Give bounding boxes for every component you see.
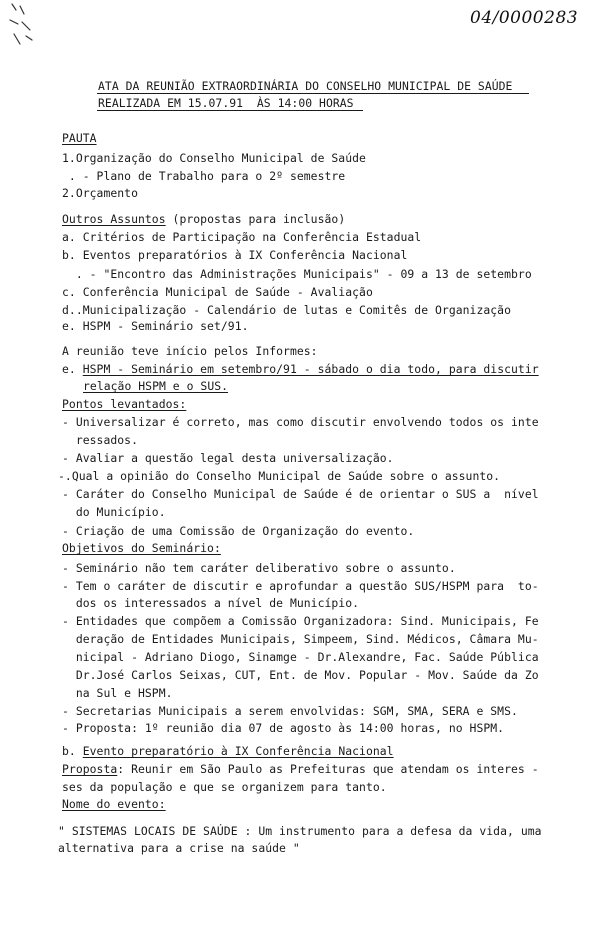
- evento-nome-line-1: " SISTEMAS LOCAIS DE SAÚDE : Um instrumento para a defesa da vida, uma: [58, 824, 542, 838]
- pauta-item-1: 1.Organização do Conselho Municipal de Saúde: [62, 151, 366, 165]
- objetivos-item-4: - Secretarias Municipais a serem envolvidas: SGM, SMA, SERA e SMS.: [62, 704, 518, 718]
- title-underline-1: [97, 93, 529, 94]
- evento-heading: Evento preparatório à IX Conferência Nacional: [82, 744, 394, 758]
- title-line-1: ATA DA REUNIÃO EXTRAORDINÁRIA DO CONSELHO MUNICIPAL DE SAÚDE: [98, 79, 513, 93]
- informes-intro: A reunião teve início pelos Informes:: [62, 344, 318, 358]
- objetivos-item-5: - Proposta: 1º reunião dia 07 de agosto às 14:00 horas, no HSPM.: [62, 721, 505, 735]
- outros-item-b-sub: . - "Encontro das Administrações Municipais" - 09 a 13 de setembro: [62, 267, 532, 281]
- evento-proposta-text: : Reunir em São Paulo as Prefeituras que atendam os interes -: [117, 762, 539, 776]
- pontos-item-4-cont: do Município.: [62, 505, 166, 519]
- document-id-handwritten: 04/0000283: [470, 8, 579, 28]
- title-underline-2: [97, 110, 363, 111]
- pontos-item-1: - Universalizar é correto, mas como discutir envolvendo todos os inte: [62, 415, 539, 429]
- objetivos-item-3: - Entidades que compõem a Comissão Organizadora: Sind. Municipais, Fe: [62, 614, 539, 628]
- objetivos-item-3-cont-1: deração de Entidades Municipais, Simpeem, Sind. Médicos, Câmara Mu-: [62, 632, 539, 646]
- objetivos-item-3-cont-4: na Sul e HSPM.: [62, 686, 173, 700]
- pontos-item-5: - Criação de uma Comissão de Organização do evento.: [62, 524, 415, 538]
- pauta-heading: PAUTA: [62, 131, 97, 145]
- outros-heading-label: Outros Assuntos: [62, 212, 166, 226]
- objetivos-item-1: - Seminário não tem caráter deliberativo sobre o assunto.: [62, 561, 456, 575]
- objetivos-item-2-cont: dos os interessados a nível de Município.: [62, 596, 360, 610]
- informes-e-prefix: e.: [62, 362, 83, 376]
- outros-item-b: b. Eventos preparatórios à IX Conferência Nacional: [62, 248, 408, 262]
- objetivos-item-2: - Tem o caráter de discutir e aprofundar a questão SUS/HSPM para to-: [62, 579, 539, 593]
- pontos-heading: Pontos levantados:: [62, 397, 187, 411]
- informes-e-text: HSPM - Seminário em setembro/91 - sábado o dia todo, para discutir: [82, 362, 539, 376]
- evento-proposta-label: Proposta: [62, 762, 118, 776]
- evento-heading-prefix: b.: [62, 744, 83, 758]
- evento-heading-line: [62, 744, 394, 758]
- evento-proposta-line-1: [62, 762, 539, 776]
- pontos-item-2: - Avaliar a questão legal desta universalização.: [62, 451, 394, 465]
- margin-scribble-mark: [2, 0, 42, 50]
- evento-nome-label: Nome do evento:: [62, 797, 166, 811]
- pontos-item-4: - Caráter do Conselho Municipal de Saúde é de orientar o SUS a nível: [62, 487, 539, 501]
- outros-heading-suffix: (propostas para inclusão): [165, 212, 346, 226]
- outros-item-e: e. HSPM - Seminário set/91.: [62, 319, 249, 333]
- objetivos-item-3-cont-2: nicipal - Adriano Diogo, Sinamge - Dr.Alexandre, Fac. Saúde Pública: [62, 650, 539, 664]
- informes-e-line-2: relação HSPM e o SUS.: [83, 379, 229, 393]
- evento-proposta-line-2: ses da população e que se organizem para tanto.: [62, 780, 387, 794]
- outros-item-a: a. Critérios de Participação na Conferência Estadual: [62, 230, 422, 244]
- pauta-item-2: 2.Orçamento: [62, 186, 138, 200]
- outros-item-c: c. Conferência Municipal de Saúde - Avaliação: [62, 285, 373, 299]
- pontos-item-1-cont: ressados.: [62, 433, 138, 447]
- outros-item-d: d..Municipalização - Calendário de lutas e Comitês de Organização: [62, 303, 512, 317]
- outros-heading: [62, 212, 345, 226]
- evento-nome-line-2: alternativa para a crise na saúde ": [58, 841, 300, 855]
- pauta-item-1a: . - Plano de Trabalho para o 2º semestre: [62, 169, 346, 183]
- title-line-2: REALIZADA EM 15.07.91 ÀS 14:00 HORAS: [98, 96, 354, 110]
- pontos-item-3: -.Qual a opinião do Conselho Municipal de Saúde sobre o assunto.: [58, 469, 501, 483]
- objetivos-item-3-cont-3: Dr.José Carlos Seixas, CUT, Ent. de Mov. Popular - Mov. Saúde da Zo: [62, 668, 539, 682]
- objetivos-heading: Objetivos do Seminário:: [62, 541, 221, 555]
- informes-e-line-1: [62, 362, 539, 376]
